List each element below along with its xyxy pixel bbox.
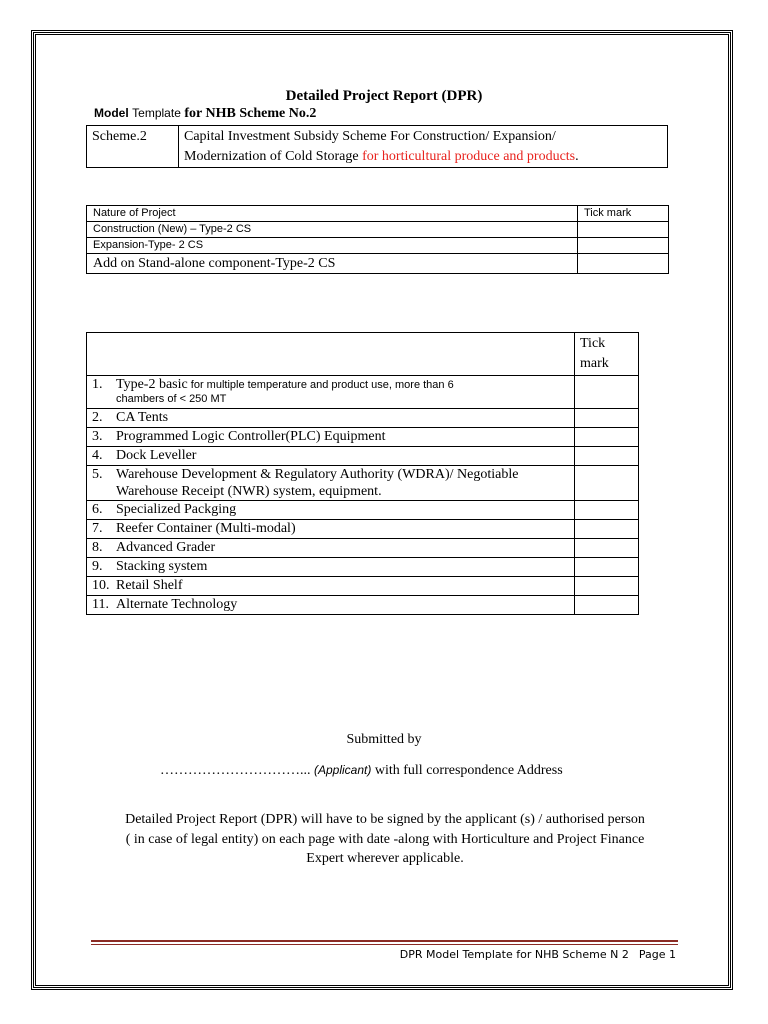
table-row	[87, 222, 669, 238]
table-row	[87, 520, 639, 539]
component-item: 5. Warehouse Development & Regulatory Authority (WDRA)/ Negotiable Warehouse Receipt (NWR) system, equipment.	[87, 466, 575, 501]
subtitle-template: Template	[132, 106, 181, 120]
tick-mark-cell[interactable]	[578, 238, 669, 254]
nature-row-label: Construction (New) – Type-2 CS	[87, 222, 578, 238]
component-number: 1.	[92, 377, 103, 392]
applicant-rest: with full correspondence Address	[371, 763, 563, 778]
table-row	[87, 558, 639, 577]
tick-mark-cell[interactable]	[575, 577, 639, 596]
table-row	[87, 238, 669, 254]
scheme-description	[179, 126, 668, 168]
tick-mark-cell[interactable]	[575, 501, 639, 520]
scheme-label: Scheme.2	[87, 126, 179, 168]
nature-header: Nature of Project	[87, 206, 578, 222]
signature-note: Detailed Project Report (DPR) will have to be signed by the applicant (s) / authorised person ( in case of legal entity) on each page with date -along with Horticulture and Project Finance Expert wherever applicable.	[125, 812, 645, 866]
page-footer	[400, 948, 676, 961]
page-number: Page 1	[638, 948, 676, 961]
tick-mark-header: Tick mark	[575, 333, 639, 376]
tick-mark-header: Tick mark	[578, 206, 669, 222]
component-line2: chambers of < 250 MT	[116, 393, 227, 405]
footer-rule-bottom	[91, 944, 678, 945]
document-title: Detailed Project Report (DPR)	[285, 88, 483, 104]
tick-mark-cell[interactable]	[578, 222, 669, 238]
component-header-blank	[87, 333, 575, 376]
footer-rule-top	[91, 940, 678, 942]
tick-mark-cell[interactable]	[575, 539, 639, 558]
applicant-label: (Applicant)	[314, 763, 372, 777]
scheme-desc-period: .	[575, 149, 579, 164]
component-item: 2. CA Tents	[87, 409, 575, 428]
component-item: 8. Advanced Grader	[87, 539, 575, 558]
component-item: 4. Dock Leveller	[87, 447, 575, 466]
component-item: 9. Stacking system	[87, 558, 575, 577]
tick-mark-cell[interactable]	[575, 447, 639, 466]
component-rest: for multiple temperature and product use, more than 6	[187, 379, 454, 391]
nature-of-project-table	[86, 205, 669, 274]
component-lead: Type-2 basic	[116, 377, 188, 392]
scheme-table	[86, 125, 668, 168]
components-table	[86, 332, 639, 615]
component-item: 11. Alternate Technology	[87, 596, 575, 615]
tick-mark-cell[interactable]	[575, 409, 639, 428]
scheme-desc-line1: Capital Investment Subsidy Scheme For Construction/ Expansion/	[184, 129, 556, 144]
table-row	[87, 409, 639, 428]
table-row	[87, 539, 639, 558]
tick-mark-cell[interactable]	[575, 428, 639, 447]
table-row	[87, 428, 639, 447]
component-item: 3. Programmed Logic Controller(PLC) Equipment	[87, 428, 575, 447]
nature-row-label: Expansion-Type- 2 CS	[87, 238, 578, 254]
component-item: 6. Specialized Packging	[87, 501, 575, 520]
tick-mark-cell[interactable]	[575, 596, 639, 615]
applicant-dots: …………………………...	[160, 763, 311, 778]
footer-text: DPR Model Template for NHB Scheme N 2	[399, 948, 629, 961]
table-row	[87, 466, 639, 501]
table-row	[87, 501, 639, 520]
tick-mark-cell[interactable]	[575, 376, 639, 409]
tick-mark-cell[interactable]	[578, 254, 669, 274]
subtitle-rest: for NHB Scheme No.2	[184, 106, 317, 121]
applicant-line	[160, 763, 563, 779]
table-row	[87, 447, 639, 466]
component-item	[87, 376, 575, 409]
component-item: 7. Reefer Container (Multi-modal)	[87, 520, 575, 539]
scheme-desc-highlight: for horticultural produce and products	[362, 149, 576, 164]
submitted-by: Submitted by	[346, 732, 422, 747]
table-row	[87, 577, 639, 596]
table-row	[87, 254, 669, 274]
document-subtitle	[94, 106, 316, 122]
scheme-desc-line2: Modernization of Cold Storage	[184, 149, 363, 164]
table-row	[87, 596, 639, 615]
component-item: 10. Retail Shelf	[87, 577, 575, 596]
subtitle-model: Model	[94, 106, 129, 120]
nature-row-label: Add on Stand-alone component-Type-2 CS	[87, 254, 578, 274]
tick-mark-cell[interactable]	[575, 558, 639, 577]
tick-mark-cell[interactable]	[575, 520, 639, 539]
table-row	[87, 206, 669, 222]
table-row	[87, 333, 639, 376]
tick-mark-cell[interactable]	[575, 466, 639, 501]
table-row	[87, 376, 639, 409]
